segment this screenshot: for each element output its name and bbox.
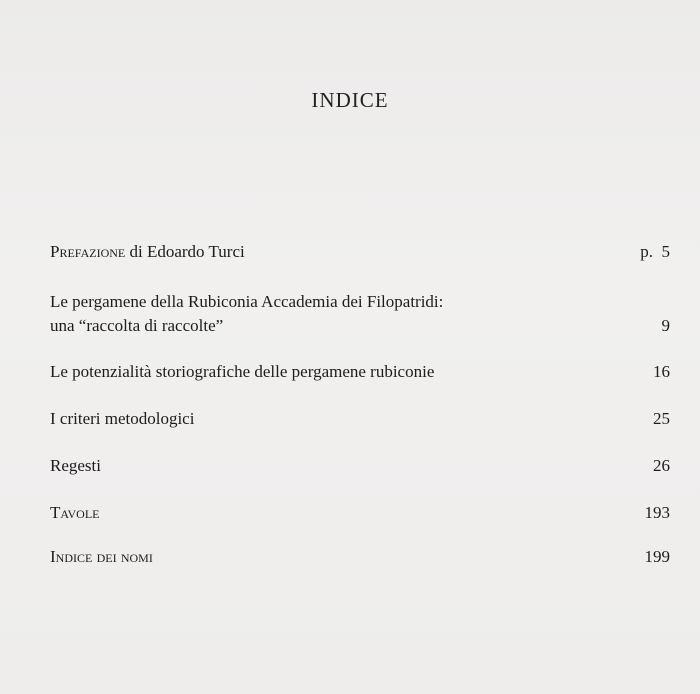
- toc-entry-indice-nomi: [50, 545, 670, 569]
- toc-entry-label: di Edoardo Turci: [125, 242, 245, 261]
- toc-page-number: 193: [644, 503, 670, 522]
- toc-entry-label-line2: una “raccolta di raccolte”: [50, 316, 224, 335]
- toc-entry-pergamene: [50, 290, 670, 338]
- page-title: INDICE: [311, 88, 389, 112]
- toc-entry-label-line1: Le pergamene della Rubiconia Accademia dei Filopatridi:: [50, 292, 444, 311]
- toc-entry-label: Le potenzialità storiografiche delle pergamene rubiconie: [50, 362, 435, 381]
- toc-entry-label: I criteri metodologici: [50, 409, 195, 428]
- toc-entry-label-sc: Prefazione: [50, 242, 126, 261]
- toc-entry-regesti: [50, 454, 670, 478]
- toc-entry-label-sc: Indice dei nomi: [50, 547, 153, 566]
- toc-page-number: 9: [661, 316, 670, 335]
- toc-page-number: p. 5: [640, 242, 670, 261]
- toc-page-number: 199: [644, 547, 670, 566]
- toc-entry-prefazione: [50, 240, 670, 264]
- toc-entry-label-sc: Tavole: [50, 503, 100, 522]
- toc-entry-label: Regesti: [50, 456, 101, 475]
- toc-page-number: 26: [653, 456, 670, 475]
- toc-page-number: 25: [653, 409, 670, 428]
- toc-entry-criteri: [50, 407, 670, 431]
- toc-entry-potenzialita: [50, 360, 670, 384]
- toc-page-number: 16: [653, 362, 670, 381]
- toc-entry-tavole: [50, 501, 670, 525]
